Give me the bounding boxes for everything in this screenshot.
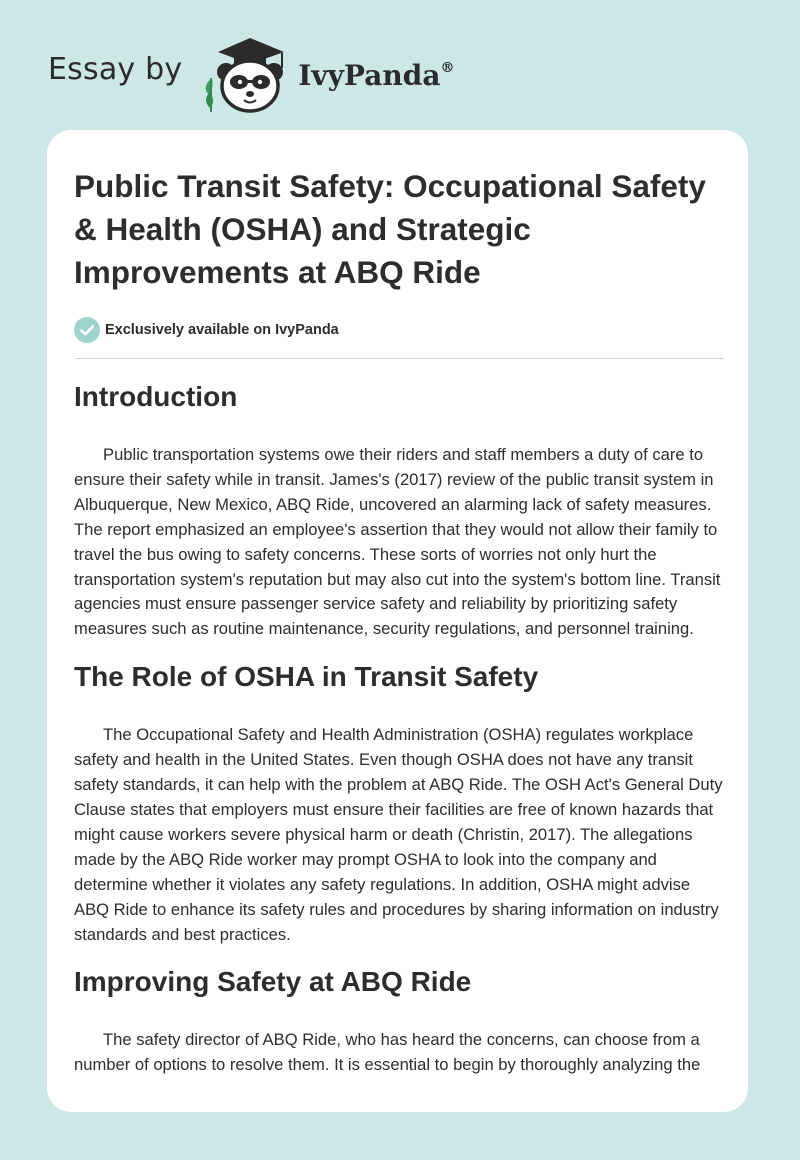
section-heading: The Role of OSHA in Transit Safety xyxy=(74,661,539,693)
panda-logo-icon[interactable] xyxy=(198,34,294,114)
availability-badge xyxy=(74,317,724,343)
article-card xyxy=(47,130,748,1112)
section-osha-role xyxy=(74,660,724,947)
section-improving-safety xyxy=(74,965,724,1078)
article-title: Public Transit Safety: Occupational Safety & Health (OSHA) and Strategic Improvements at ABQ Ride xyxy=(74,168,706,290)
section-heading: Introduction xyxy=(74,381,238,412)
section-introduction xyxy=(74,380,724,642)
section-paragraph: The safety director of ABQ Ride, who has heard the concerns, can choose from a number of options to resolve them. It is essential to begin by thoroughly analyzing the xyxy=(74,1030,701,1075)
brand-prefix: Essay by xyxy=(48,51,183,87)
article-content xyxy=(74,165,724,1078)
badge-label: Exclusively available on IvyPanda xyxy=(105,322,339,338)
section-heading: Improving Safety at ABQ Ride xyxy=(74,966,472,998)
section-paragraph: The Occupational Safety and Health Administration (OSHA) regulates workplace safety and health in the United States. Even though OSHA does not have any transit safety standards, it can help with the problem at ABQ Ride. The OSH Act's General Duty Clause states that employers must ensure their facilities are free of known hazards that might cause workers severe physical harm or death (Christin, 2017). The allegations made by the ABQ Ride worker may prompt OSHA to look into the company and determine whether it violates any safety regulations. In addition, OSHA might advise ABQ Ride to enhance its safety rules and procedures by sharing information on industry standards and best practices. xyxy=(74,725,723,944)
site-header xyxy=(48,34,454,114)
brand-name[interactable]: IvyPanda® xyxy=(298,58,455,92)
check-circle-icon xyxy=(74,317,100,343)
section-paragraph: Public transportation systems owe their riders and staff members a duty of care to ensure their safety while in transit. James's (2017) review of the public transit system in Albuquerque, New Mexico, ABQ Ride, uncovered an alarming lack of safety measures. The report emphasized an employee's assertion that they would not allow their family to travel the bus owing to safety concerns. These sorts of worries not only hurt the transportation system's reputation but may also cut into the system's bottom line. Transit agencies must ensure passenger service safety and reliability by prioritizing safety measures such as routine maintenance, security regulations, and personnel training. xyxy=(74,445,721,639)
title-divider xyxy=(75,358,724,359)
